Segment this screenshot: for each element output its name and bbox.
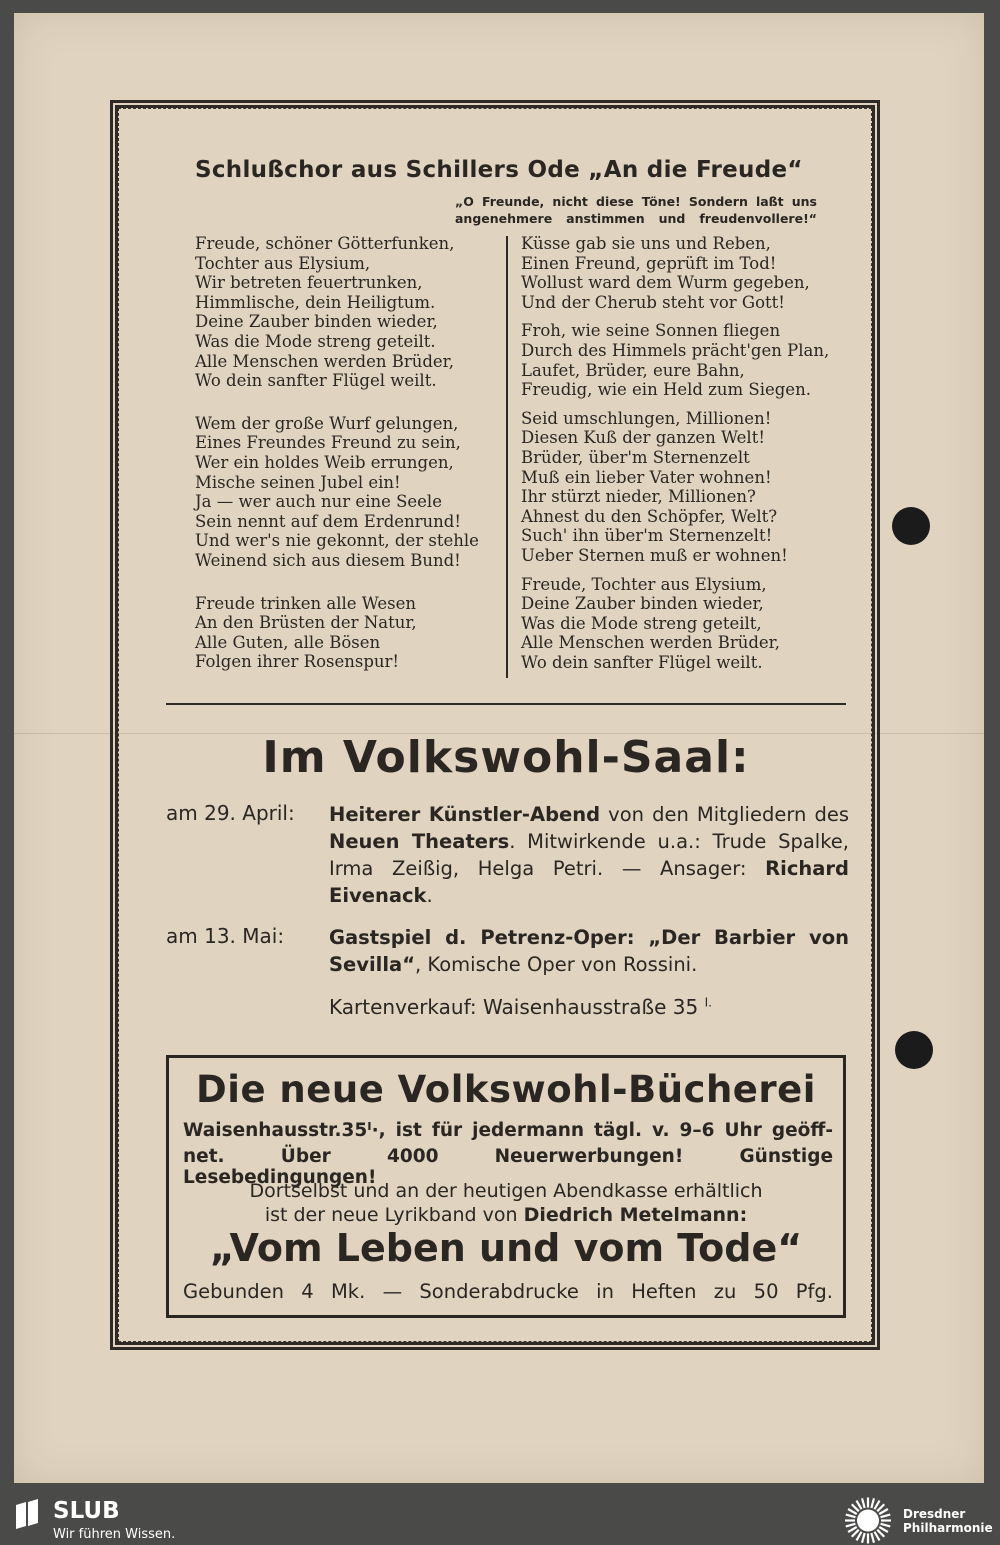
partner-name: [903, 1507, 993, 1535]
event-title: Heiterer Künstler-Abend: [329, 803, 601, 826]
partner-name-line2: Philharmonie: [903, 1521, 993, 1535]
program-heading: Im Volkswohl-Saal:: [262, 732, 750, 783]
ticket-address: Kartenverkauf: Waisenhausstraße 35: [329, 995, 699, 1019]
poem-line: Wer ein holdes Weib errungen,: [195, 452, 454, 472]
event-date: am 29. April:: [166, 801, 295, 825]
stanza: [195, 594, 500, 672]
stanza: [521, 321, 841, 399]
event-text: . Mitwirkende u.a.: Trude Spalke, Irma Zeißig, Helga Petri. — Ansager:: [329, 830, 849, 880]
poem-line: Alle Menschen werden Brüder,: [195, 351, 454, 371]
poem-column-right: [521, 234, 841, 681]
library-author-line: [169, 1204, 843, 1226]
poem-line: Wo dein sanfter Flügel weilt.: [521, 652, 763, 672]
punch-hole-top: [892, 507, 930, 545]
event-date: am 13. Mai:: [166, 924, 285, 948]
poem-line: Eines Freundes Freund zu sein,: [195, 433, 461, 453]
book-title: „Vom Leben und vom Tode“: [209, 1226, 803, 1270]
stanza: [195, 234, 500, 391]
poem-line: Wem der große Wurf gelungen,: [195, 413, 459, 433]
book-price: Gebunden 4 Mk. — Sonderabdrucke in Heften zu 50 Pfg.: [183, 1280, 833, 1303]
poem-line: Weinend sich aus diesem Bund!: [195, 550, 461, 570]
partner-name-line1: Dresdner: [903, 1507, 966, 1521]
poem-line: Ihr stürzt nieder, Millionen?: [521, 487, 756, 507]
poem-line: Folgen ihrer Rosenspur!: [195, 652, 400, 672]
poem-line: Wollust ward dem Wurm gegeben,: [521, 273, 810, 293]
section-divider: [166, 703, 846, 705]
poem-line: Freude, schöner Götterfunken,: [195, 234, 455, 253]
stanza: [521, 409, 841, 566]
poem-line: An den Brüsten der Natur,: [195, 613, 417, 633]
event-text: , Komische Oper von Rossini.: [415, 953, 698, 976]
poem-line: Laufet, Brüder, eure Bahn,: [521, 360, 745, 380]
poem-line: Brüder, über'm Sternenzelt: [521, 447, 750, 467]
sunburst-logo: [842, 1496, 894, 1545]
library-author-intro: ist der neue Lyrikband von: [264, 1204, 524, 1226]
event-description: [329, 924, 849, 978]
poem-line: Muß ein lieber Vater wohnen!: [521, 467, 772, 487]
poem-line: Freude trinken alle Wesen: [195, 593, 416, 613]
poem-line: Sein nennt auf dem Erdenrund!: [195, 511, 461, 531]
library-ad: [166, 1055, 846, 1318]
poem-line: Ueber Sternen muß er wohnen!: [521, 545, 788, 565]
library-availability: Dortselbst und an der heutigen Abendkasse erhältlich: [249, 1180, 763, 1202]
stanza: [521, 575, 841, 673]
poem-line: Und wer's nie gekonnt, der stehle: [195, 531, 479, 551]
poem-line: Einen Freund, geprüft im Tod!: [521, 253, 777, 273]
library-author: Diedrich Metelmann:: [523, 1204, 748, 1226]
slub-tagline: Wir führen Wissen.: [53, 1527, 176, 1542]
poem-line: Deine Zauber binden wieder,: [521, 594, 764, 614]
punch-hole-bottom: [895, 1031, 933, 1069]
ticket-floor: I.: [704, 995, 712, 1010]
poem-line: Und der Cherub steht vor Gott!: [521, 292, 785, 312]
event-host: Richard Eivenack: [329, 857, 849, 907]
library-hours: Waisenhausstr.35ᴵ·, ist für jedermann tägl. v. 9–6 Uhr geöff-: [183, 1120, 833, 1141]
poem-title: Schlußchor aus Schillers Ode „An die Freude“: [195, 157, 803, 183]
event-title: Gastspiel d. Petrenz-Oper: „Der Barbier von Sevilla“: [329, 926, 849, 976]
stanza: [195, 414, 500, 571]
poem-line: Wir betreten feuertrunken,: [195, 273, 423, 293]
poem-line: Küsse gab sie uns und Reben,: [521, 234, 771, 253]
library-info: net. Über 4000 Neuerwerbungen! Günstige Lesebedingungen!: [183, 1146, 833, 1188]
stanza: [521, 234, 841, 312]
poem-line: Froh, wie seine Sonnen fliegen: [521, 321, 781, 341]
poem-line: Wo dein sanfter Flügel weilt.: [195, 371, 437, 391]
poem-line: Alle Menschen werden Brüder,: [521, 633, 780, 653]
poem-line: Was die Mode streng geteilt,: [521, 613, 762, 633]
poem-line: Freudig, wie ein Held zum Siegen.: [521, 380, 811, 400]
event-text: .: [426, 884, 433, 907]
event-description: [329, 801, 849, 909]
poem-line: Diesen Kuß der ganzen Welt!: [521, 428, 765, 448]
event-text: von den Mitgliedern des: [600, 803, 849, 826]
poem-line: Tochter aus Elysium,: [195, 253, 371, 273]
book-icon: [14, 1499, 40, 1529]
poem-line: Durch des Himmels prächt'gen Plan,: [521, 340, 830, 360]
slub-name: SLUB: [53, 1498, 120, 1524]
event-theater: Neuen Theaters: [329, 830, 510, 853]
poem-line: Such' ihn über'm Sternenzelt!: [521, 526, 773, 546]
poem-line: Freude, Tochter aus Elysium,: [521, 574, 767, 594]
ticket-sales: [329, 995, 712, 1019]
poem-motto: „O Freunde, nicht diese Töne! Sondern laßt uns angenehmere anstimmen und freudenvollere!“: [455, 194, 817, 226]
poem-line: Himmlische, dein Heiligtum.: [195, 292, 436, 312]
poem-line: Ja — wer auch nur eine Seele: [195, 492, 442, 512]
poem-column-left: [195, 234, 500, 695]
poem-line: Alle Guten, alle Bösen: [195, 632, 381, 652]
poem-line: Ahnest du den Schöpfer, Welt?: [521, 506, 778, 526]
column-divider: [506, 236, 508, 678]
poem-line: Mische seinen Jubel ein!: [195, 472, 401, 492]
library-title: Die neue Volkswohl-Bücherei: [196, 1068, 816, 1111]
poem-line: Deine Zauber binden wieder,: [195, 312, 438, 332]
poem-line: Was die Mode streng geteilt.: [195, 331, 436, 351]
poem-line: Seid umschlungen, Millionen!: [521, 408, 772, 428]
